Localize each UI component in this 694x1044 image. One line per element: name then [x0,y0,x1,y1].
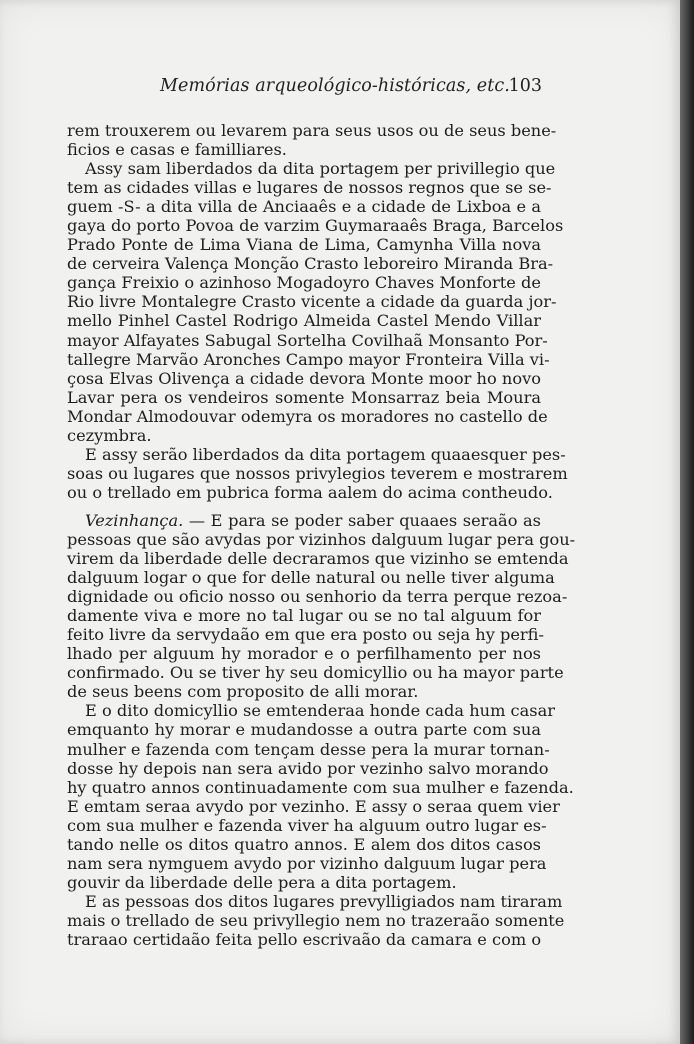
book-spine-edge [680,0,694,1044]
text-line: E as pessoas dos ditos lugares prevylligiados nam tiraram [85,891,563,911]
text-line: mulher e fazenda com tençam desse pera la murar tornan- [67,739,550,759]
text-line: mais o trellado de seu privyllegio nem no trazeraão somente [67,910,565,930]
text-line: Rio livre Montalegre Crasto vicente a cidade da guarda jor- [67,292,557,312]
text-line: tallegre Marvão Aronches Campo mayor Fronteira Villa vi- [67,349,550,369]
text-line: hy quatro annos continuadamente com sua mulher e fazenda. [67,777,574,797]
page-number: 103 [508,76,542,96]
text-line: çosa Elvas Olivença a cidade devora Monte moor ho novo [67,368,541,388]
text-line: guem -S- a dita villa de Anciaaês e a cidade de Lixboa e a [67,197,541,217]
text-line: Assy sam liberdados da dita portagem per privillegio que [85,159,556,179]
text-line: gouvir da liberdade delle pera a dita portagem. [67,872,457,892]
text-line: tando nelle os ditos quatro annos. E alem dos ditos casos [67,834,541,854]
text-line: pessoas que são avydas por vizinhos dalguum lugar pera gou- [67,529,576,549]
text-line: mayor Alfayates Sabugal Sortelha Covilhaã Monsanto Por- [67,330,548,350]
text-line: de cerveira Valença Monção Crasto leboreiro Miranda Bra- [67,254,554,274]
text-line: dalguum logar o que for delle natural ou nelle tiver alguma [67,568,555,588]
text-line: ficios e casas e familliares. [67,140,287,160]
text-line: dosse hy depois nan sera avido por vezinho salvo morando [67,758,549,778]
running-title: Memórias arqueológico-históricas, etc. [160,76,510,96]
text-line: ou o trellado em pubrica forma aalem do acima contheudo. [67,482,553,502]
text-line: Mondar Almodouvar odemyra os moradores no castello de [67,406,548,426]
text-line: tem as cidades villas e lugares de nossos regnos que se se- [67,178,552,198]
text-line: mello Pinhel Castel Rodrigo Almeida Castel Mendo Villar [67,311,541,331]
text-line: virem da liberdade delle decraramos que vizinho se emtenda [67,549,569,569]
text-line: E assy serão liberdados da dita portagem quaaesquer pes- [85,444,566,464]
section-heading-line [67,511,541,530]
section-first-line-text: — E para se poder saber quaaes seraão as [183,510,541,530]
text-line: gaya do porto Povoa de varzim Guymaraaês Braga, Barcelos [67,216,564,236]
text-line: damente viva e more no tal lugar ou se no tal alguum for [67,606,541,626]
text-line: Lavar pera os vendeiros somente Monsarraz beia Moura [67,387,541,407]
text-line: soas ou lugares que nossos privylegios teverem e mostrarem [67,463,568,483]
text-line: rem trouxerem ou levarem para seus usos ou de seus bene- [67,121,557,140]
body-text [67,121,576,949]
text-line: dignidade ou oficio nosso ou senhorio da terra perque rezoa- [67,587,568,607]
text-line: gança Freixio o azinhoso Mogadoyro Chaves Monforte de [67,273,541,293]
text-line: nam sera nymguem avydo por vizinho dalguum lugar pera [67,853,547,873]
page-header [160,76,542,106]
text-line: de seus beens com proposito de alli morar. [67,682,419,702]
text-line: confirmado. Ou se tiver hy seu domicyllio ou ha mayor parte [67,663,564,683]
text-line: lhado per alguum hy morador e o perfilhamento per nos [67,644,541,664]
text-line: cezymbra. [67,425,152,445]
text-line: Prado Ponte de Lima Viana de Lima, Camynha Villa nova [67,235,541,255]
text-line: E emtam seraa avydo por vezinho. E assy o seraa quem vier [67,796,560,816]
section-label-vezinhanca: Vezinhança. [85,510,184,530]
text-line: com sua mulher e fazenda viver ha alguum outro lugar es- [67,815,547,835]
text-line: emquanto hy morar e mudandosse a outra parte com sua [67,720,541,740]
text-line: E o dito domicyllio se emtenderaa honde cada hum casar [85,701,555,721]
text-line: feito livre da servydaão em que era posto ou seja hy perfi- [67,625,544,645]
text-line: traraao certidaão feita pello escrivaão da camara e com o [67,929,542,949]
